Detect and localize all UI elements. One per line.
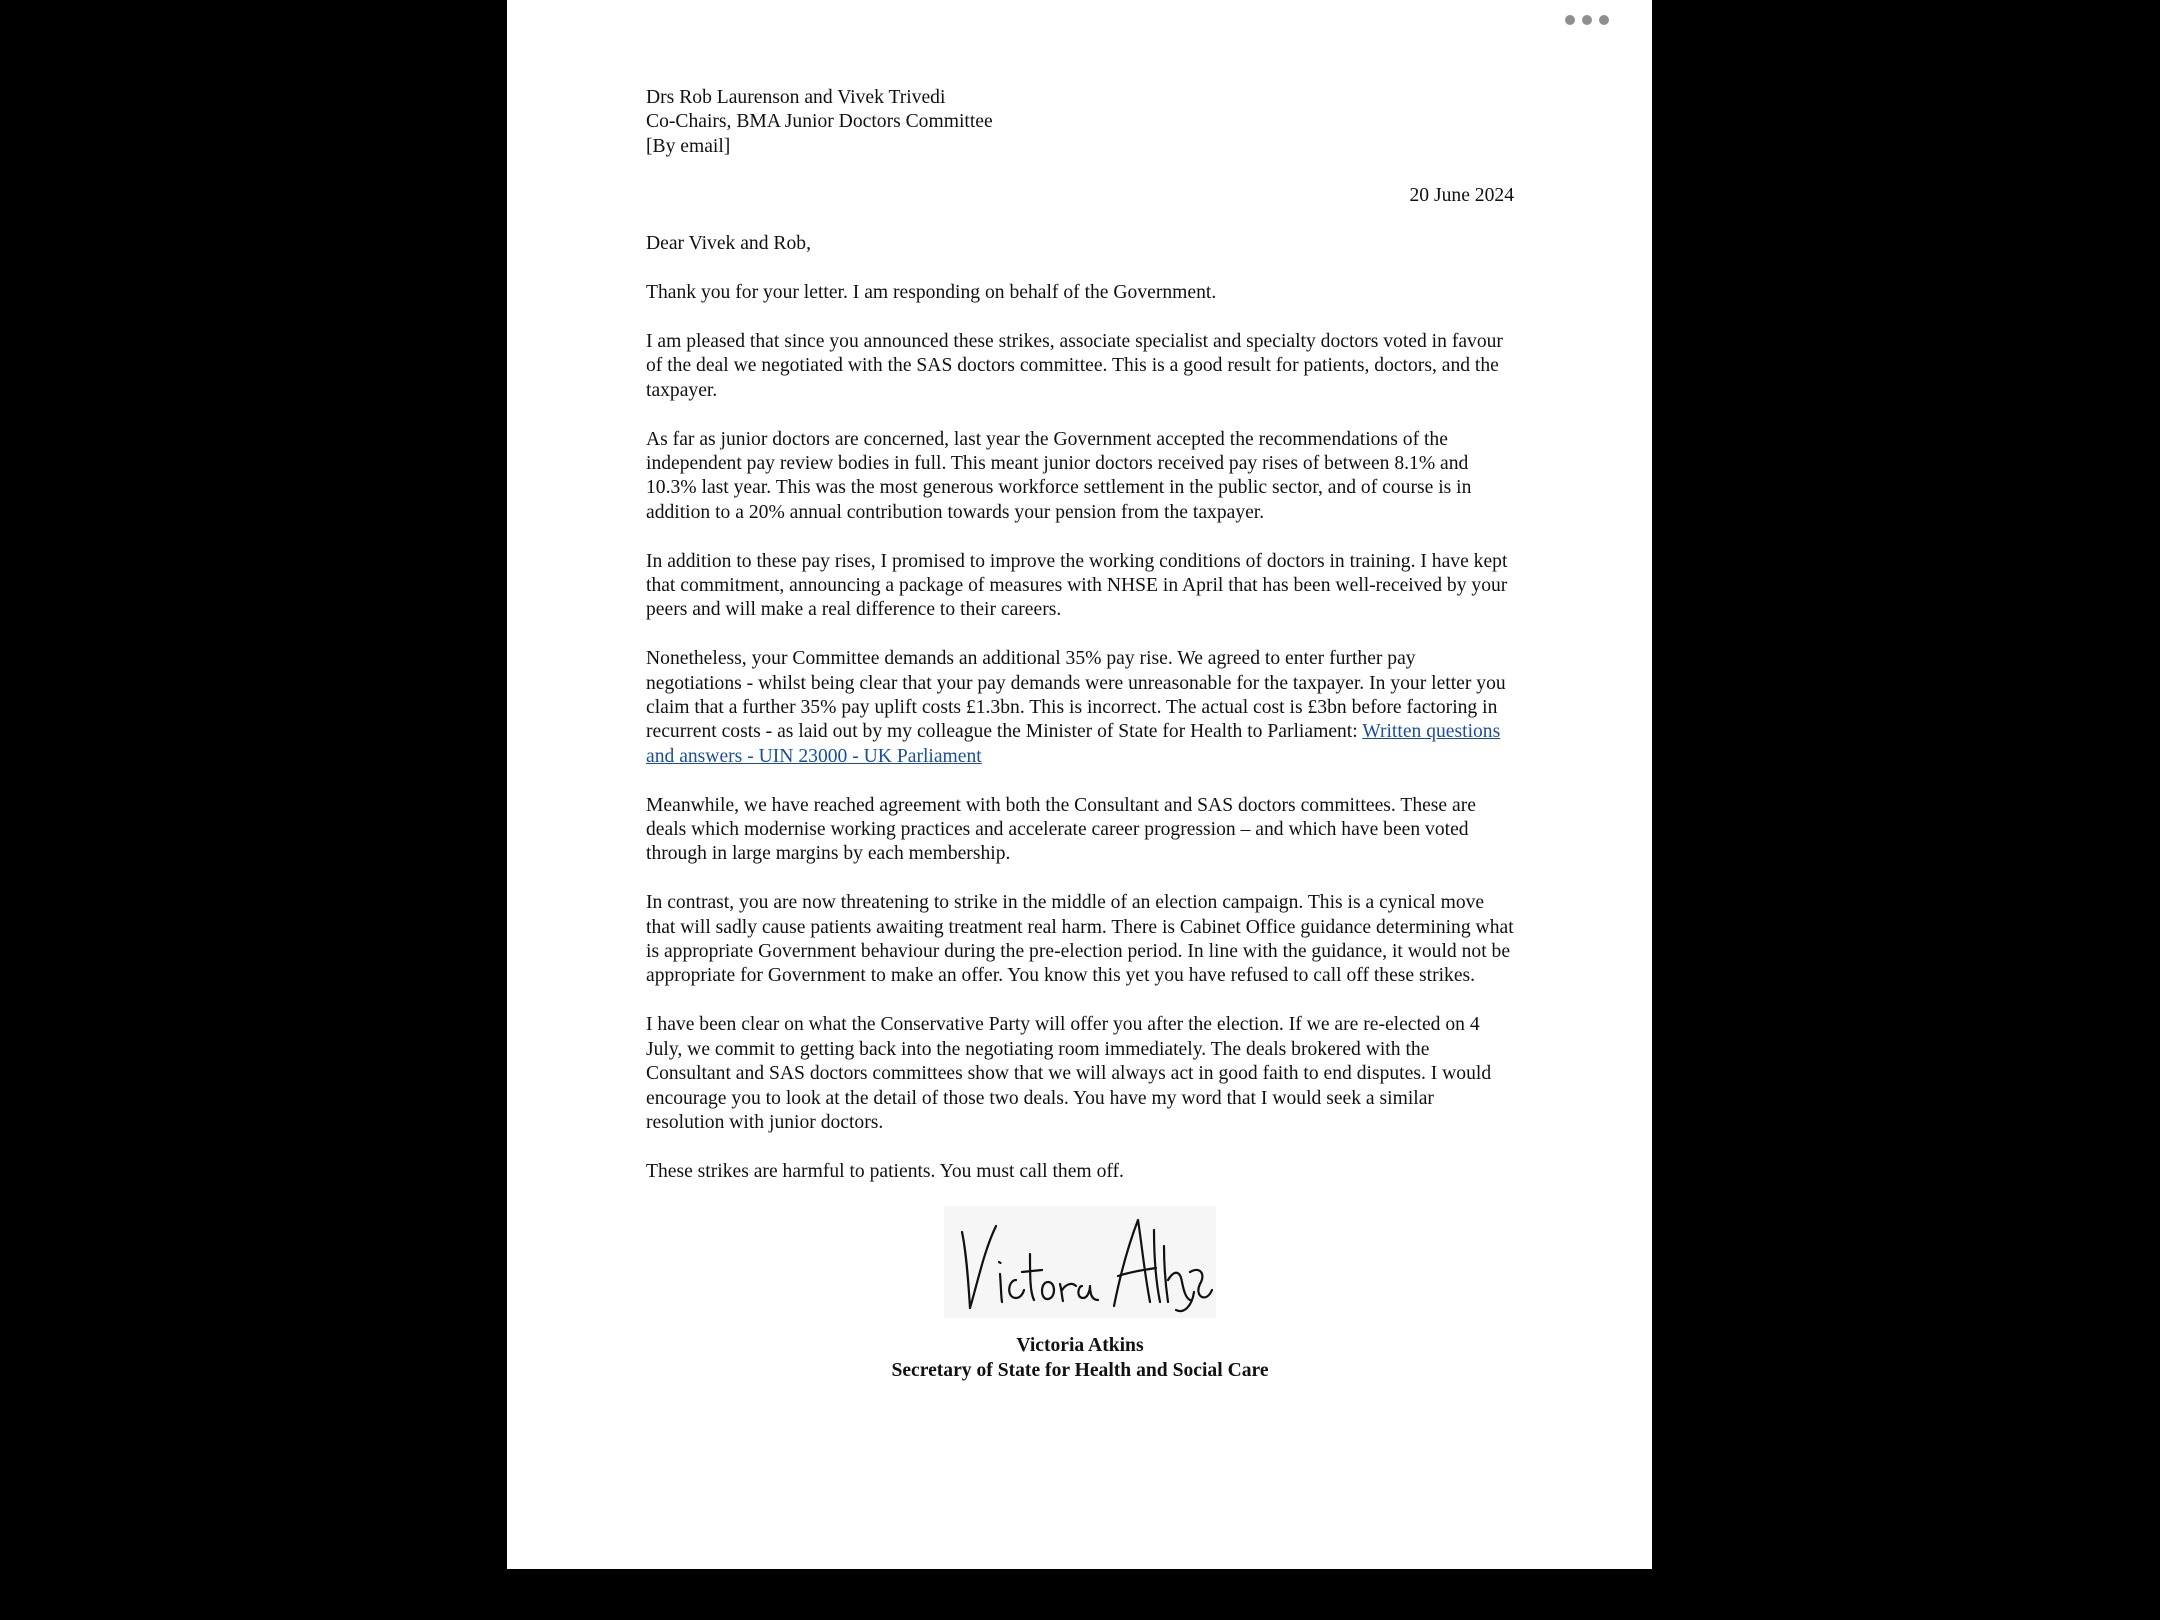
more-options-icon[interactable] — [1565, 12, 1609, 28]
paragraph-7: In contrast, you are now threatening to strike in the middle of an election campaign. This is a cynical move that will sadly cause patients awaiting treatment real harm. There is Cabinet Office guidance determining what is appropriate Government behaviour during the pre-election period. In line with the guidance, it would not be appropriate for Government to make an offer. You know this yet you have refused to call off these strikes. — [646, 892, 1514, 987]
dot — [1582, 15, 1592, 25]
letter-body — [646, 86, 1514, 1383]
recipient-address — [646, 86, 1514, 159]
recipient-line-2: Co-Chairs, BMA Junior Doctors Committee — [646, 111, 993, 133]
recipient-line-3: [By email] — [646, 135, 731, 157]
paragraph-1: Thank you for your letter. I am responding on behalf of the Government. — [646, 282, 1217, 304]
paragraph-6: Meanwhile, we have reached agreement with both the Consultant and SAS doctors committees. These are deals which modernise working practices and accelerate career progression – and which have been voted through in large margins by each membership. — [646, 794, 1476, 865]
signoff-name: Victoria Atkins — [1016, 1335, 1144, 1357]
handwritten-signature — [944, 1206, 1216, 1318]
paragraph-3: As far as junior doctors are concerned, last year the Government accepted the recommendations of the independent pay review bodies in full. This meant junior doctors received pay rises of between 8.1% and 10.3% last year. This was the most generous workforce settlement in the public sector, and of course is in addition to a 20% annual contribution towards your pension from the taxpayer. — [646, 428, 1472, 523]
dot — [1599, 15, 1609, 25]
paragraph-2: I am pleased that since you announced these strikes, associate specialist and specialty doctors voted in favour of the deal we negotiated with the SAS doctors committee. This is a good result for patients, doctors, and the taxpayer. — [646, 331, 1503, 401]
paragraph-5 — [646, 647, 1514, 769]
paragraph-9: These strikes are harmful to patients. You must call them off. — [646, 1160, 1124, 1182]
letter-page — [507, 0, 1652, 1569]
dot — [1565, 15, 1575, 25]
salutation: Dear Vivek and Rob, — [646, 233, 811, 255]
signoff-block — [646, 1334, 1514, 1383]
paragraph-5-text: Nonetheless, your Committee demands an additional 35% pay rise. We agreed to enter further pay negotiations - whilst being clear that your pay demands were unreasonable for the taxpayer. In your letter you claim that a further 35% pay uplift costs £1.3bn. This is incorrect. The actual cost is £3bn before factoring in recurrent costs - as laid out by my colleague the Minister of State for Health to Parliament: — [646, 648, 1506, 743]
paragraph-4: In addition to these pay rises, I promised to improve the working conditions of doctors in training. I have kept that commitment, announcing a package of measures with NHSE in April that has been well-received by your peers and will make a real difference to their careers. — [646, 550, 1508, 621]
parliament-question-link[interactable]: Written questions and answers - UIN 23000 - UK Parliament — [646, 721, 1501, 767]
signoff-title: Secretary of State for Health and Social Care — [891, 1359, 1269, 1381]
letter-date: 20 June 2024 — [1409, 184, 1514, 206]
paragraph-8: I have been clear on what the Conservative Party will offer you after the election. If we are re-elected on 4 July, we commit to getting back into the negotiating room immediately. The deals brokered with the Consultant and SAS doctors committees show that we will always act in good faith to end disputes. I would encourage you to look at the detail of those two deals. You have my word that I would seek a similar resolution with junior doctors. — [646, 1014, 1492, 1133]
recipient-line-1: Drs Rob Laurenson and Vivek Trivedi — [646, 87, 946, 108]
